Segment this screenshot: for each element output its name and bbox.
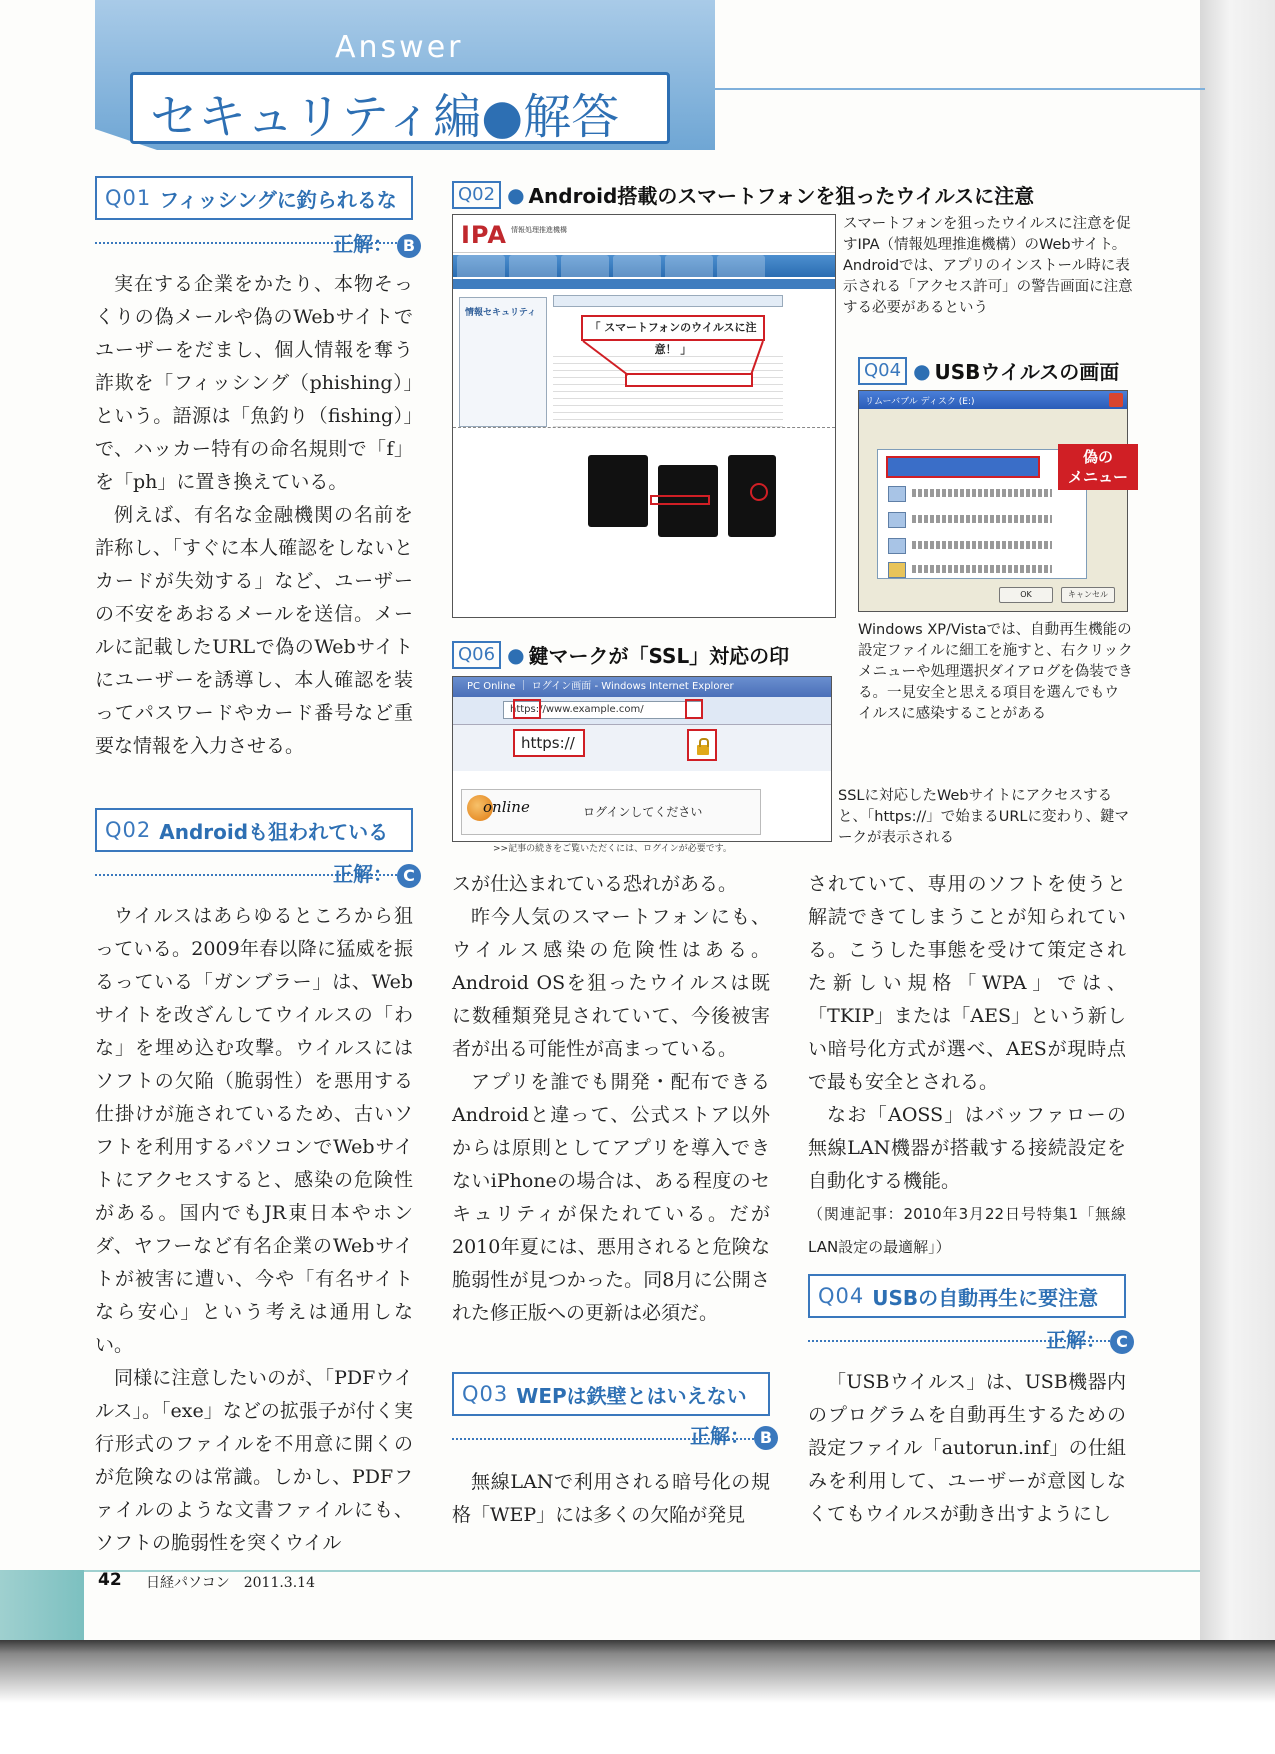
lock-callout [687, 729, 717, 761]
q03-number: Q03 [462, 1382, 509, 1406]
q02-heading [95, 808, 413, 852]
https-callout: https:// [513, 729, 585, 757]
login-note: >>記事の続きをご覧いただくには、ログインが必要です。 [493, 844, 732, 854]
cancel-button: キャンセル [1061, 587, 1115, 603]
q01-paragraph: 例えば、有名な金融機関の名前を詐称し、「すぐに本人確認をしないとカードが失効する」など、ユーザーの不安をあおるメールを送信。メールに記載したURLで偽のWebサイトにユーザーを誘導し、本人確認を装ってパスワードやカード番号など重要な情報を入力させる。 [95, 504, 413, 757]
header-answer-label: Answer [335, 30, 464, 65]
ie-address-field: https://www.example.com/ [503, 701, 703, 719]
footer-band [0, 1570, 84, 1640]
fig-q02-title: Android搭載のスマートフォンを狙ったウイルスに注意 [528, 184, 1035, 208]
q02-answer-letter: C [397, 864, 421, 888]
q02-answer [333, 858, 421, 888]
q03-answer [690, 1420, 778, 1450]
q03-body-col2 [452, 1466, 770, 1532]
q02-paragraph: アプリを誰でも開発・配布できるAndroidと違って、公式ストア以外からは原則としてアプリを導入できないiPhoneの場合は、ある程度のセキュリティが保たれている。だが2010年夏には、悪用されると危険な脆弱性が見つかった。同8月に公開された修正版への更新は必須だ。 [452, 1071, 770, 1324]
q04-title: USBの自動再生に要注意 [872, 1285, 1099, 1310]
q03-answer-label: 正解： [690, 1424, 750, 1448]
q03-body-col3 [808, 868, 1126, 1264]
q02-title: Androidも狙われている [159, 819, 389, 844]
q04-body [808, 1366, 1126, 1531]
q02-answer-label: 正解： [333, 862, 393, 886]
page-edge [1200, 0, 1275, 1660]
fig-q06-number: Q06 [452, 641, 501, 669]
fake-option-highlight [886, 456, 1040, 478]
q04-answer-label: 正解： [1046, 1328, 1106, 1352]
callout-lines [453, 215, 837, 619]
page-number: 42 [98, 1570, 122, 1590]
fig-q04-heading [858, 356, 1119, 385]
fake-menu-label [1058, 444, 1138, 490]
q02-paragraph: スが仕込まれている恐れがある。 [452, 873, 738, 895]
bullet-icon: ● [913, 358, 931, 383]
ipa-logo: IPA [461, 221, 507, 249]
q03-heading [452, 1372, 770, 1416]
q03-title: WEPは鉄壁とはいえない [516, 1383, 747, 1408]
q01-answer-label: 正解： [333, 232, 393, 256]
page-title: セキュリティ編●解答 [150, 89, 620, 145]
fig-q02-caption: スマートフォンを狙ったウイルスに注意を促すIPA（情報処理推進機構）のWebサイト。Androidでは、アプリのインストール時に表示される「アクセス許可」の警告画面に注意する必要があるという [843, 216, 1133, 316]
fig-q02-number: Q02 [452, 181, 501, 209]
https-highlight [513, 699, 541, 719]
autoplay-options-list [877, 449, 1087, 579]
q02-paragraph: 同様に注意したいのが、「PDFウイルス」。「exe」などの拡張子が付く実行形式のファイルを不用意に開くのが危険なのは常識。しかし、PDFファイルのような文書ファイルにも、ソフトの脆弱性を突くウイル [95, 1367, 413, 1554]
lock-highlight [685, 699, 703, 719]
q01-paragraph: 実在する企業をかたり、本物そっくりの偽メールや偽のWebサイトでユーザーをだまし、個人情報を奪う詐欺を「フィッシング（phishing）」という。語源は「魚釣り（fishing）」で、ハッカー特有の命名規則で「f」を「ph」に置き換えている。 [95, 273, 413, 493]
q03-related-article: （関連記事：2010年3月22日号特集1「無線LAN設定の最適解」） [808, 1205, 1126, 1256]
q03-paragraph: されていて、専用のソフトを使うと解読できてしまうことが知られている。こうした事態を受けて策定された新しい規格「WPA」では、「TKIP」または「AES」という新しい暗号化方式が選べ、AESが現時点で最も安全とされる。 [808, 873, 1126, 1093]
q03-answer-letter: B [754, 1426, 778, 1450]
q04-answer-letter: C [1110, 1330, 1134, 1354]
magazine-issue: 日経パソコン 2011.3.14 [146, 1575, 315, 1591]
fig-q06-caption: SSLに対応したWebサイトにアクセスすると、「https://」で始まるURLに変わり、鍵マークが表示される [838, 788, 1129, 846]
fig-q04-caption: Windows XP/Vistaでは、自動再生機能の設定ファイルに細工を施すと、右クリックメニューや処理選択ダイアログを偽装できる。一見安全と思える項目を選んでもウイルスに感染することがある [858, 622, 1133, 722]
torn-edge [453, 427, 835, 437]
autoplay-window-titlebar [859, 391, 1127, 409]
q01-heading [95, 176, 413, 220]
q02-paragraph: 昨今人気のスマートフォンにも、ウイルス感染の危険性はある。Android OSを狙ったウイルスは既に数種類発見されていて、今後被害者が出る可能性が高まっている。 [452, 906, 770, 1060]
fig-q06-title: 鍵マークが「SSL」対応の印 [528, 644, 790, 668]
q02-body-col2 [452, 868, 770, 1330]
ie-toolbar [453, 725, 831, 771]
bullet-icon: ● [507, 182, 525, 207]
fig-q04-number: Q04 [858, 357, 907, 385]
login-prompt: ログインしてください [583, 805, 703, 819]
q01-body [95, 268, 413, 763]
q01-number: Q01 [105, 186, 152, 210]
fig-q04-title: USBウイルスの画面 [934, 360, 1120, 384]
q01-answer-letter: B [397, 234, 421, 258]
ipa-org-name: 情報処理推進機構 [511, 226, 567, 234]
q01-answer [333, 228, 421, 258]
q04-number: Q04 [818, 1284, 865, 1308]
fake-menu-text: 偽の メニュー [1067, 448, 1128, 486]
close-icon [1109, 393, 1123, 407]
scan-shadow [0, 1640, 1275, 1754]
ipa-warning-callout: 「 スマートフォンのウイルスに注意！ 」 [581, 315, 765, 341]
q04-heading [808, 1274, 1126, 1318]
q02-number: Q02 [105, 818, 152, 842]
ie-window-title: PC Online ｜ ログイン画面 - Windows Internet Explorer [453, 677, 831, 697]
q03-paragraph: なお「AOSS」はバッファローの無線LAN機器が搭載する接続設定を自動化する機能。 [808, 1104, 1126, 1192]
pc-online-logo [467, 795, 530, 821]
ok-button: OK [999, 587, 1053, 603]
header-rule [715, 60, 1205, 90]
autoplay-window-title: リムーバブル ディスク (E:) [865, 397, 975, 407]
q01-title: フィッシングに釣られるな [159, 187, 397, 212]
q03-paragraph: 無線LANで利用される暗号化の規格「WEP」には多くの欠陥が発見 [452, 1471, 770, 1526]
lock-icon [697, 745, 709, 755]
bullet-icon: ● [507, 642, 525, 667]
fig-q04-screenshot [858, 390, 1128, 612]
logo-text: online [483, 798, 530, 816]
ipa-sidebar-heading: 情報セキュリティ [465, 308, 537, 318]
fig-q02-screenshot [452, 214, 836, 618]
q04-paragraph: 「USBウイルス」は、USB機器内のプログラムを自動再生するための設定ファイル「autorun.inf」の仕組みを利用して、ユーザーが意図しなくてもウイルスが動き出すようにし [808, 1371, 1126, 1525]
q04-answer [1046, 1324, 1134, 1354]
q02-paragraph: ウイルスはあらゆるところから狙っている。2009年春以降に猛威を振るっている「ガンブラー」は、Webサイトを改ざんしてウイルスの「わな」を埋め込む攻撃。ウイルスにはソフトの欠陥（脆弱性）を悪用する仕掛けが施されているため、古いソフトを利用するパソコンでWebサイトにアクセスすると、感染の危険性がある。国内でもJR東日本やホンダ、ヤフーなど有名企業のWebサイトが被害に遭い、今や「有名サイトなら安心」という考えは通用しない。 [95, 905, 413, 1356]
fig-q02-heading [452, 180, 1034, 209]
q02-body-col1 [95, 900, 413, 1560]
android-screens [578, 455, 778, 555]
fig-q06-heading [452, 640, 789, 669]
fig-q06-screenshot [452, 676, 832, 854]
